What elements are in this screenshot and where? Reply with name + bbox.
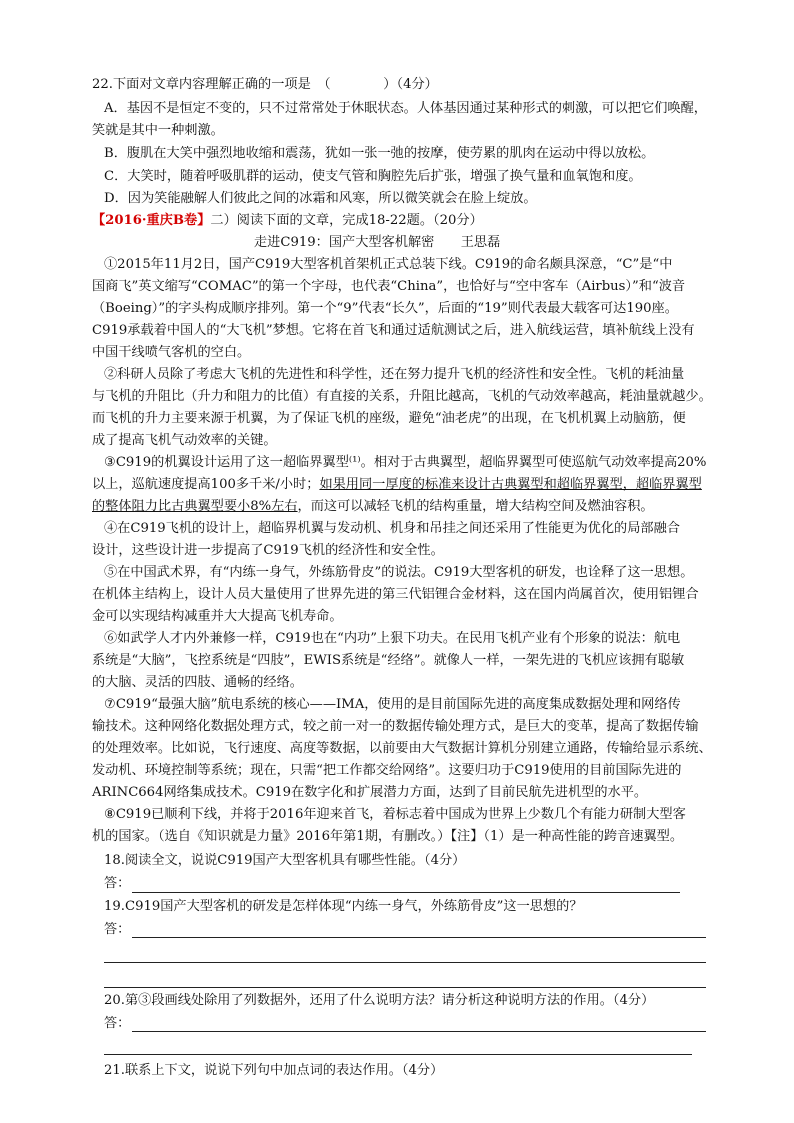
- q20-stem: 20.第③段画线处除用了列数据外，还用了什么说明方法？请分析这种说明方法的作用。（4分）: [104, 993, 655, 1008]
- p3-text: 以上，巡航速度提高100多千米/小时；: [92, 477, 320, 492]
- p1-line: C919承载着中国人的“大飞机”梦想。它将在首飞和通过适航测试之后，进入航线运营，填补航线上没有: [92, 323, 695, 338]
- q22-option-c: C．大笑时，随着呼吸肌群的运动，使支气管和胸腔先后扩张，增强了换气量和血氧饱和度。: [104, 169, 642, 184]
- q22-stem: 22.下面对文章内容理解正确的一项是 （ ）（4分）: [92, 77, 438, 92]
- q20-answer-line[interactable]: [104, 1054, 692, 1055]
- q21-stem: 21.联系上下文，说说下列句中加点词的表达作用。（4分）: [104, 1063, 444, 1078]
- p1-line: ①2015年11月2日，国产C919大型客机首架机正式总装下线。C919的命名颇具深意，“C”是“中: [104, 257, 673, 272]
- q22-option-d: D．因为笑能融解人们彼此之间的冰霜和风寒，所以微笑就会在脸上绽放。: [104, 191, 537, 206]
- p1-line: 中国干线喷气客机的空白。: [92, 345, 251, 360]
- q20-answer-line[interactable]: [132, 1031, 706, 1032]
- article-title: 走进C919：国产大型客机解密 王思磊: [254, 235, 501, 250]
- p3-line: ③C919的机翼设计运用了这一超临界翼型⁽¹⁾。相对于古典翼型，超临界翼型可使巡航气动效率提高20%: [104, 455, 707, 470]
- p3-underlined-text: 的整体阻力比古典翼型要小8%左右: [92, 499, 298, 514]
- p5-line: 在机体主结构上，设计人员大量使用了世界先进的第三代铝锂合金材料，这在国内尚属首次，使用铝锂合: [92, 587, 699, 602]
- p3-line: [92, 496, 654, 518]
- q22-option-a: A．基因不是恒定不变的，只不过常常处于休眠状态。人体基因通过某种形式的刺激，可以把它们唤醒，: [104, 101, 707, 116]
- q19-answer-label: 答：: [104, 922, 131, 937]
- p4-line: 设计，这些设计进一步提高了C919飞机的经济性和安全性。: [92, 543, 444, 558]
- section-intro: 二）阅读下面的文章，完成18-22题。（20分）: [210, 213, 483, 228]
- p2-line: ②科研人员除了考虑大飞机的先进性和科学性，还在努力提升飞机的经济性和安全性。飞机的耗油量: [104, 367, 685, 382]
- p3-line: [92, 474, 702, 496]
- p3-text: ，而这可以减轻飞机的结构重量，增大结构空间及燃油容积。: [297, 499, 654, 514]
- source-tag: 【2016·重庆B卷】: [92, 213, 211, 228]
- p6-line: 的大脑、灵活的四肢、通畅的经络。: [92, 675, 303, 690]
- p2-line: 而飞机的升力主要来源于机翼，为了保证飞机的座级，避免“油老虎”的出现，在飞机机翼上动脑筋，便: [92, 411, 686, 426]
- p6-line: ⑥如武学人才内外兼修一样，C919也在“内功”上狠下功夫。在民用飞机产业有个形象的说法：航电: [104, 631, 681, 646]
- p2-line: 成了提高飞机气动效率的关键。: [92, 433, 277, 448]
- p3-underlined-text: 如果用同一厚度的标准来设计古典翼型和超临界翼型，超临界翼型: [319, 477, 702, 492]
- q20-answer-label: 答：: [104, 1016, 131, 1031]
- p6-line: 系统是“大脑”，飞控系统是“四肢”，EWIS系统是“经络”。就像人一样，一架先进的飞机应该拥有聪敏: [92, 653, 685, 668]
- q19-stem: 19.C919国产大型客机的研发是怎样体现“内练一身气，外练筋骨皮”这一思想的？: [104, 899, 583, 914]
- p8-line: 机的国家。（选自《知识就是力量》2016年第1期，有删改。）【注】（1）是一种高性能的跨音速翼型。: [92, 829, 684, 844]
- p4-line: ④在C919飞机的设计上，超临界机翼与发动机、机身和吊挂之间还采用了性能更为优化的局部融合: [104, 521, 680, 536]
- q22-option-b: B．腹肌在大笑中强烈地收缩和震荡，犹如一张一弛的按摩，使劳累的肌肉在运动中得以放松。: [104, 146, 655, 161]
- p7-line: ARINC664网络集成技术。C919在数字化和扩展潜力方面，达到了目前民航先进机型的水平。: [92, 785, 648, 800]
- q19-answer-line[interactable]: [132, 937, 706, 938]
- q18-answer-label: 答：: [104, 876, 131, 891]
- q18-stem: 18.阅读全文，说说C919国产大型客机具有哪些性能。（4分）: [104, 853, 466, 868]
- q22-option-a-cont: 笑就是其中一种刺激。: [92, 123, 224, 138]
- p2-line: 与飞机的升阻比（升力和阻力的比值）有直接的关系，升阻比越高，飞机的气动效率越高，耗油量就越少。: [92, 389, 712, 404]
- p7-line: 的处理效率。比如说，飞行速度、高度等数据，以前要由大气数据计算机分别建立通路，传输给显示系统、: [92, 741, 712, 756]
- p7-line: 发动机、环境控制等系统；现在，只需“把工作都交给网络”。这要归功于C919使用的目前国际先进的: [92, 763, 682, 778]
- p5-line: 金可以实现结构减重并大大提高飞机寿命。: [92, 609, 343, 624]
- p5-line: ⑤在中国武术界，有“内练一身气，外练筋骨皮”的说法。C919大型客机的研发，也诠释了这一思想。: [104, 565, 694, 580]
- p8-line: ⑧C919已顺利下线，并将于2016年迎来首飞，着标志着中国成为世界上少数几个有能力研制大型客: [104, 807, 686, 822]
- section-header: [92, 210, 483, 232]
- q19-answer-line[interactable]: [104, 962, 706, 963]
- q19-answer-line[interactable]: [104, 987, 706, 988]
- p7-line: 输技术。这种网络化数据处理方式，较之前一对一的数据传输处理方式，是巨大的变革，提高了数据传输: [92, 719, 699, 734]
- p7-line: ⑦C919“最强大脑”航电系统的核心——IMA，使用的是目前国际先进的高度集成数据处理和网络传: [104, 697, 681, 712]
- p1-line: （Boeing）”的字头构成顺序排列。第一个“9”代表“长久”，后面的“19”则代表最大载客可达190座。: [92, 301, 678, 316]
- q18-answer-line[interactable]: [132, 892, 680, 893]
- p1-line: 国商飞”英文缩写“COMAC”的第一个字母，也代表“China”，也恰好与“空中客车（Airbus）”和“波音: [92, 279, 686, 294]
